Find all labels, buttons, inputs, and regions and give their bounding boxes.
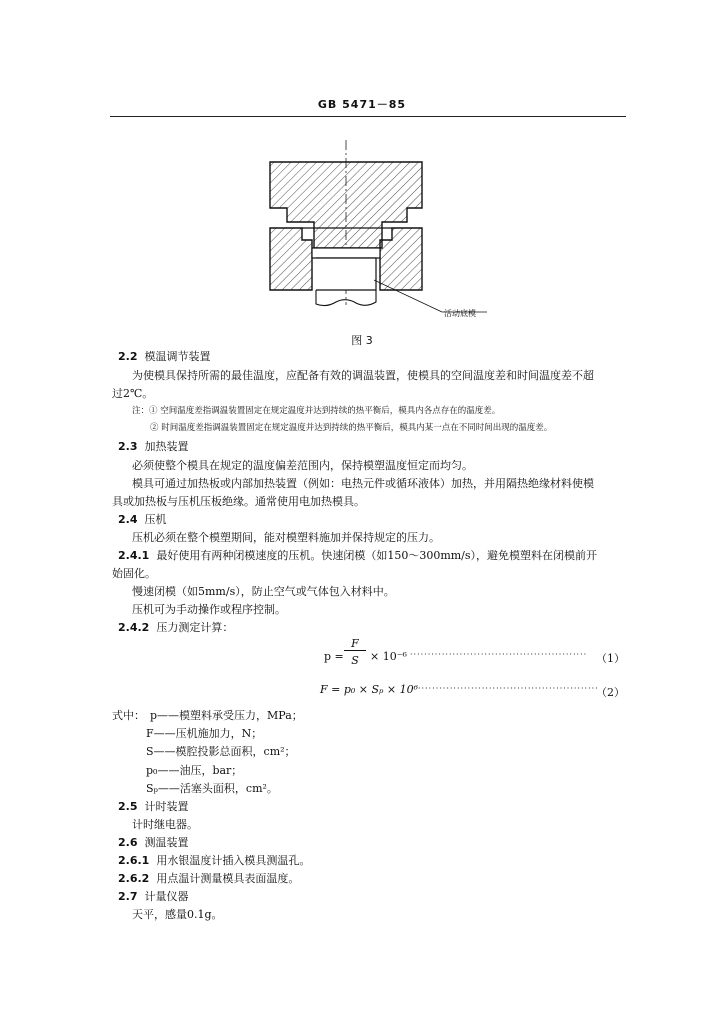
eq2-formula: F = p₀ × Sₚ × 10⁶ — [320, 683, 419, 696]
note-2: ② 时间温度差指调温装置固定在规定温度并达到持续的热平衡后，模具内某一点在不同时间出现的温度差。 — [150, 423, 553, 433]
section-2-7-heading: 2.7 计量仪器 — [118, 890, 189, 903]
section-2-4-1-para: 2.4.1 最好使用有两种闭模速度的压机。快速闭模（如150～300mm/s），避免模塑料在闭模前开 — [118, 549, 598, 562]
note-1: 注：① 空间温度差指调温装置固定在规定温度并达到持续的热平衡后，模具内各点存在的温度差。 — [132, 406, 501, 416]
section-2-4-2-heading: 2.4.2 压力测定计算： — [118, 621, 234, 634]
section-2-3-para-1: 必须使整个模具在规定的温度偏差范围内，保持模塑温度恒定而均匀。 — [132, 459, 473, 472]
section-2-4-1-para-2: 慢速闭模（如5mm/s），防止空气或气体包入材料中。 — [132, 585, 395, 598]
eq2-number: （2） — [596, 686, 625, 699]
section-2-5-para: 计时继电器。 — [132, 818, 198, 831]
section-2-4-para: 压机必须在整个模塑期间，能对模塑料施加并保持规定的压力。 — [132, 531, 440, 544]
section-2-2-heading: 2.2 模温调节装置 — [118, 350, 211, 363]
mold-diagram — [262, 140, 492, 320]
where-item-F: F——压机施加力，N； — [146, 727, 263, 740]
eq1-number: （1） — [596, 652, 625, 665]
section-2-7-para: 天平，感量0.1g。 — [132, 908, 223, 921]
where-intro: 式中： — [112, 709, 145, 722]
section-2-2-para-cont: 过2℃。 — [112, 387, 154, 400]
section-2-4-1-para-cont: 始固化。 — [112, 567, 156, 580]
eq1-denominator: S — [351, 654, 359, 667]
section-2-6-heading: 2.6 测温装置 — [118, 836, 189, 849]
eq2-leader: ··················································· — [418, 684, 599, 693]
section-2-4-heading: 2.4 压机 — [118, 513, 167, 526]
eq1-factor: × 10⁻⁶ — [370, 650, 407, 663]
eq1-leader: ·················································· — [410, 650, 588, 659]
section-2-2-para: 为使模具保持所需的最佳温度，应配备有效的调温装置，使模具的空间温度差和时间温度差不超 — [132, 369, 594, 382]
where-item-p: p——模塑料承受压力，MPa； — [150, 709, 303, 722]
where-item-S: S——模腔投影总面积，cm²； — [146, 745, 296, 758]
section-2-3-para-2: 模具可通过加热板或内部加热装置（例如：电热元件或循环液体）加热，并用隔热绝缘材料使模 — [132, 477, 594, 490]
section-2-3-para-2-cont: 具或加热板与压机压板绝缘。通常使用电加热模具。 — [112, 495, 365, 508]
where-item-Sp: Sₚ——活塞头面积，cm²。 — [146, 782, 278, 795]
section-2-6-2: 2.6.2 用点温计测量模具表面温度。 — [118, 872, 300, 885]
section-2-6-1: 2.6.1 用水银温度计插入模具测温孔。 — [118, 854, 311, 867]
section-2-5-heading: 2.5 计时装置 — [118, 800, 189, 813]
section-2-3-heading: 2.3 加热装置 — [118, 440, 189, 453]
where-item-p0: p₀——油压，bar； — [146, 764, 243, 777]
section-2-4-1-para-3: 压机可为手动操作或程序控制。 — [132, 603, 286, 616]
header-rule — [110, 116, 626, 117]
eq1-lhs: p = — [324, 650, 344, 663]
page-header: GB 5471－85 — [317, 98, 407, 111]
figure-caption: 图 3 — [351, 334, 373, 347]
plunger-label: 活动底模 — [444, 309, 476, 318]
eq1-numerator: F — [344, 637, 366, 651]
